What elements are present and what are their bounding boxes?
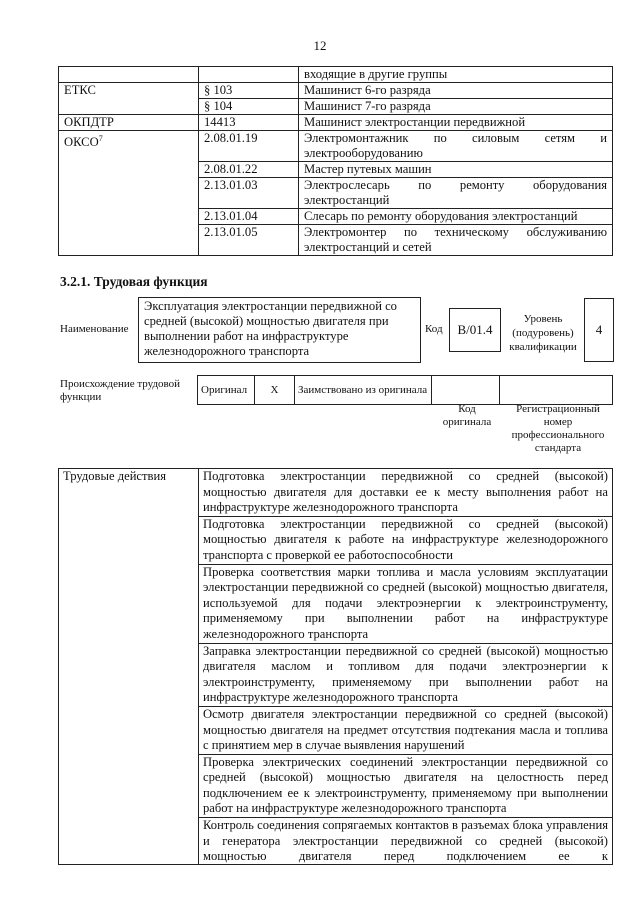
codes-classifier <box>59 162 199 178</box>
codes-code: 2.13.01.03 <box>199 178 299 209</box>
level-label: Уровень (подуровень) квалификации <box>509 313 577 353</box>
codes-row <box>59 67 613 83</box>
actions-table <box>58 468 613 865</box>
codes-title: Электромонтер по техническому обслуживанию электростанций и сетей <box>299 225 613 256</box>
action-row <box>59 469 613 517</box>
codes-code: § 103 <box>199 83 299 99</box>
codes-code: 2.08.01.19 <box>199 131 299 162</box>
qualification-level: 4 <box>584 298 614 362</box>
codes-row <box>59 83 613 99</box>
codes-row <box>59 99 613 115</box>
actions-label: Трудовые действия <box>59 469 199 865</box>
codes-classifier <box>59 178 199 209</box>
codes-row <box>59 115 613 131</box>
origin-table <box>197 375 613 405</box>
codes-title: Электрослесарь по ремонту оборудования электростанций <box>299 178 613 209</box>
codes-classifier: ЕТКС <box>59 83 199 99</box>
codes-title: Мастер путевых машин <box>299 162 613 178</box>
codes-classifier: ОКСО$^7$ <box>59 131 199 162</box>
borrowed-label: Заимствовано из оригинала <box>295 376 432 405</box>
action-item-text: Контроль соединения сопрягаемых контактов в разъемах блока управления и генератора электростанции передвижной со средней (высокой) мощностью двигателя перед подключением ее к <box>203 818 608 864</box>
codes-row <box>59 209 613 225</box>
origin-label: Происхождение трудовой функции <box>60 378 181 403</box>
codes-code: 2.13.01.05 <box>199 225 299 256</box>
codes-code: 14413 <box>199 115 299 131</box>
codes-row <box>59 131 613 162</box>
codes-title: Слесарь по ремонту оборудования электростанций <box>299 209 613 225</box>
section-title: 3.2.1. Трудовая функция <box>60 274 208 289</box>
function-name: Эксплуатация электростанции передвижной со средней (высокой) мощностью двигателя при выполнении работ на инфраструктуре железнодорожного транспорта <box>138 297 421 363</box>
codes-classifier: ОКПДТР <box>59 115 199 131</box>
codes-code: 2.08.01.22 <box>199 162 299 178</box>
codes-code <box>199 67 299 83</box>
action-item <box>199 818 613 865</box>
function-code: B/01.4 <box>449 308 501 352</box>
page-number: 12 <box>313 38 327 53</box>
codes-row <box>59 178 613 209</box>
codes-code: § 104 <box>199 99 299 115</box>
codes-title: Машинист 7-го разряда <box>299 99 613 115</box>
action-item: Проверка соответствия марки топлива и масла условиям эксплуатации электростанции передвижной со средней (высокой) мощностью двигателя, используемой для подачи электроэнергии к электроинструменту, применяемому при выполнении работ на инфраструктуре железнодорожного транспорта <box>199 564 613 643</box>
name-label: Наименование <box>60 323 129 335</box>
codes-row <box>59 225 613 256</box>
codes-row <box>59 162 613 178</box>
reg-number-label: Регистрационный номер профессионального стандарта <box>511 403 605 454</box>
action-item: Осмотр двигателя электростанции передвижной со средней (высокой) мощностью двигателя на предмет отсутствия подтекания масла и топлива с принятием мер в случае выявления нарушений <box>199 706 613 754</box>
footnote-ref: 7 <box>98 134 103 143</box>
codes-classifier <box>59 209 199 225</box>
codes-title: входящие в другие группы <box>299 67 613 83</box>
codes-classifier <box>59 225 199 256</box>
action-item: Подготовка электростанции передвижной со средней (высокой) мощностью двигателя к работе на инфраструктуре железнодорожного транспорта с проверкой ее работоспособности <box>199 516 613 564</box>
codes-table <box>58 66 613 256</box>
action-item: Заправка электростанции передвижной со средней (высокой) мощностью двигателя маслом и топливом для подачи электроэнергии к электроинструменту, применяемому при выполнении работ на инфраструктуре железнодорожного транспорта <box>199 643 613 706</box>
codes-classifier <box>59 67 199 83</box>
code-label: Код <box>425 323 443 335</box>
original-code-cell <box>432 376 500 405</box>
reg-number-cell <box>500 376 613 405</box>
original-mark: X <box>255 376 295 405</box>
action-item: Подготовка электростанции передвижной со средней (высокой) мощностью двигателя для доставки ее к месту выполнения работ на инфраструктуре железнодорожного транспорта <box>199 469 613 517</box>
codes-title: Электромонтажник по силовым сетям и электрооборудованию <box>299 131 613 162</box>
original-code-label: Код оригинала <box>442 403 492 428</box>
codes-classifier <box>59 99 199 115</box>
codes-title: Машинист 6-го разряда <box>299 83 613 99</box>
original-label: Оригинал <box>198 376 255 405</box>
codes-title: Машинист электростанции передвижной <box>299 115 613 131</box>
action-item: Проверка электрических соединений электростанции передвижной со средней (высокой) мощностью двигателя на целостность перед подключением ее к электроинструменту, применяемому при выполнении работ на инфраструктуре железнодорожного транспорта <box>199 754 613 817</box>
codes-code: 2.13.01.04 <box>199 209 299 225</box>
